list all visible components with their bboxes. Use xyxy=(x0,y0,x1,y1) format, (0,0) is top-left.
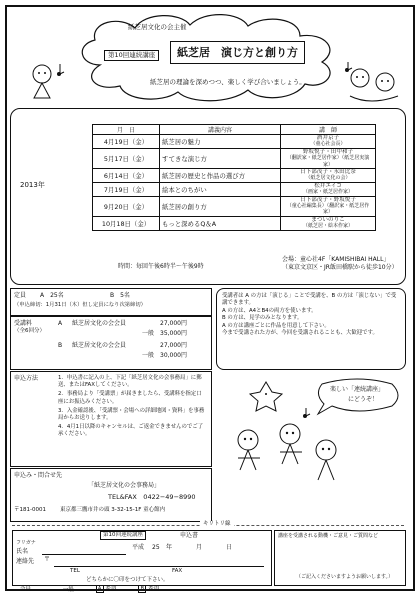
table-row: 6月14日（金） 紙芝居の歴史と作品の選び方 日下部茂子・永田比奈 （紙芝居文化の会） xyxy=(93,169,376,183)
choice-row: 会員 一般 A 希望 B 希望 xyxy=(20,586,160,593)
col-date: 月 日 xyxy=(93,125,160,135)
date-value: 25 xyxy=(152,544,160,551)
venue-text: 会場：童心社4F「KAMISHIBAI HALL」 xyxy=(282,256,390,263)
bubble-line-1: 楽しい「連続講座」 xyxy=(330,386,385,393)
table-row: 7月19日（金） 絵本とのちがい 松井エイコ （画家・紙芝居作家） xyxy=(93,182,376,196)
tel-label: TEL xyxy=(70,568,80,574)
form-title: 申込書 xyxy=(180,532,199,539)
date-day: 日 xyxy=(226,544,233,551)
contact-field-label: 連絡先 xyxy=(16,558,35,565)
zip-label: 〒 xyxy=(44,556,51,563)
col-lecturer: 講 師 xyxy=(281,125,376,135)
fee-row-name: 一般 xyxy=(142,352,155,359)
contact-label: 申込み・問合せ先 xyxy=(14,472,63,479)
comment-note: （ご記入くださいますようお願いします。） xyxy=(296,574,394,580)
character-illustration-right xyxy=(340,56,410,111)
dancing-characters-illustration xyxy=(226,378,346,493)
bubble-line-2: にどうぞ！ xyxy=(348,396,379,403)
date-year: 年 xyxy=(166,544,173,551)
contact-address: 東京都三鷹市井の頭 3-32-15-1F 童心館内 xyxy=(60,507,166,513)
time-text: 時間：毎回午後6時半〜午後9時 xyxy=(118,263,204,270)
fee-row-price: 30,000円 xyxy=(160,352,187,359)
fee-row-key: A xyxy=(58,320,63,327)
table-row: 9月20日（金） 紙芝居の創り方 日下部茂子・野坂悦子 （童心社編集長）（翻訳家・紙芝居作家） xyxy=(93,196,376,216)
contact-tel: TEL&FAX 0422−49−8990 xyxy=(108,493,196,501)
capacity-b: B 5名 xyxy=(110,292,130,299)
fees-sub: （全6回分） xyxy=(14,328,45,334)
date-prefix: 平成 xyxy=(132,544,145,551)
page-title: 紙芝居 演じ方と創り方 xyxy=(170,41,305,64)
venue-sub-text: （東京文京区・JR飯田橋駅から徒歩10分） xyxy=(282,264,398,271)
table-row: 4月19日（金） 紙芝居の魅力 酒井京子 （童心社会長） xyxy=(93,135,376,149)
name-label: 氏名 xyxy=(16,548,29,555)
table-row: 5月17日（金） すてきな演じ方 野坂悦子・田中和子 （翻訳家・紙芝居作家）（紙芝居実演家） xyxy=(93,148,376,168)
apply-label: 申込方法 xyxy=(14,375,39,382)
fee-row-price: 35,000円 xyxy=(160,330,187,337)
fee-row-name: 紙芝居文化の会会員 xyxy=(72,342,127,349)
cut-line-label: キリトリ線 xyxy=(200,521,234,528)
contact-zip: 〒181-0001 xyxy=(14,507,46,513)
fax-label: FAX xyxy=(172,568,183,574)
form-series: 第10回連続講座 xyxy=(100,531,146,540)
fee-row-price: 27,000円 xyxy=(160,342,187,349)
fees-label: 受講料 xyxy=(14,320,33,327)
contact-field[interactable] xyxy=(54,556,264,567)
date-month: 月 xyxy=(196,544,203,551)
schedule-table xyxy=(92,124,376,231)
fee-row-name: 紙芝居文化の会会員 xyxy=(72,320,127,327)
fee-row-name: 一般 xyxy=(142,330,155,337)
choice-a-checkbox[interactable]: A xyxy=(96,585,104,593)
apply-steps: 1．申込書に記入の上、下記「紙芝居文化の会事務局」に郵送、またはFAXしてください。 2．事務局より「受講票」が届きましたら、受講料を指定口座にお振込みください。 3．入金確認後、「受講票・会場への詳細地図・資料」を事務局からお送りします。 4．4月1日以降のキャンセルは、ご返金できませんのでご了承ください。 xyxy=(58,375,205,438)
series-label: 第10回連続講座 xyxy=(104,50,159,61)
notes-list: 受講者は A の方は「演じる」ことで受講を、B の方は「演じない」で受講できます。 A の方は、A4とB4の両方を使います。 B の方は、見学のみとなります。 A の方は講座ごとに作品を用意して下さい。 今まで受講された方が、今回を受講されることも、大歓迎です。 xyxy=(222,293,397,337)
fee-row-key: B xyxy=(58,342,63,349)
choice-b-checkbox[interactable]: B xyxy=(138,585,146,593)
col-topic: 講義内容 xyxy=(160,125,281,135)
capacity-label: 定員 xyxy=(14,292,27,299)
schedule-year: 2013年 xyxy=(20,181,45,189)
capacity-note: （申込締切：1月31日（木）但し定員になり次第締切） xyxy=(14,302,146,308)
comment-label: 講座を受講される動機・ご意見・ご質問など xyxy=(278,533,379,539)
table-row: 10月18日（金） もっと深めるQ＆A まついのりこ （紙芝居・絵本作家） xyxy=(93,216,376,230)
name-field[interactable] xyxy=(42,540,126,555)
fee-row-price: 27,000円 xyxy=(160,320,187,327)
tagline: 紙芝居の理論を深めつつ、楽しく学び合いましょう。 xyxy=(150,78,306,86)
organizer-text: 紙芝居文化の会主催 xyxy=(128,23,187,31)
furigana-label: フリガナ xyxy=(16,540,36,546)
circle-note: どちらかに〇印をつけて下さい。 xyxy=(86,577,169,583)
character-illustration-left xyxy=(20,58,80,108)
contact-org: 「紙芝居文化の会事務局」 xyxy=(88,482,161,489)
capacity-a: A 25名 xyxy=(40,292,64,299)
